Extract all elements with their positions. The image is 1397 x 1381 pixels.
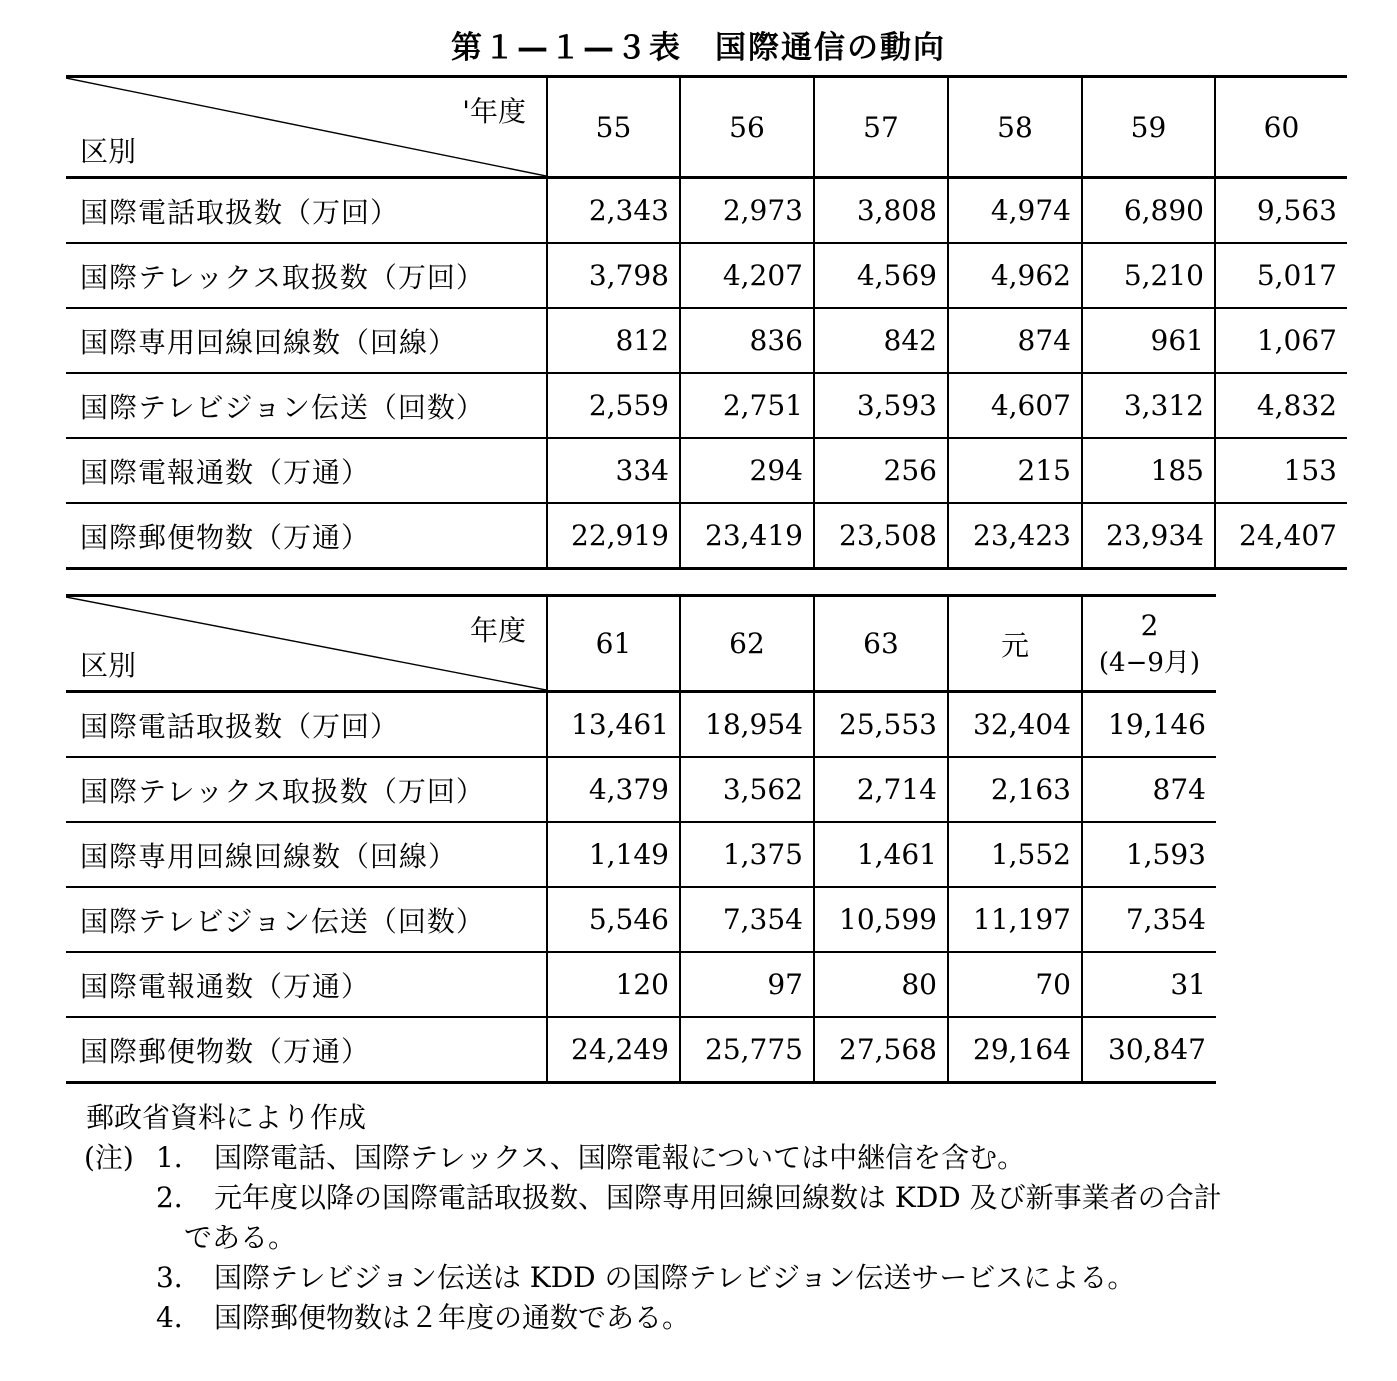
value-cell: 2,973 <box>680 178 814 244</box>
value-cell: 25,553 <box>814 692 948 758</box>
value-cell: 4,379 <box>547 757 680 822</box>
value-cell: 11,197 <box>948 887 1082 952</box>
value-cell: 1,067 <box>1215 308 1347 373</box>
note-text: 国際テレビジョン伝送は KDD の国際テレビジョン伝送サービスによる。 <box>214 1261 1136 1294</box>
table-row <box>66 692 1216 758</box>
value-cell: 10,599 <box>814 887 948 952</box>
row-label: 国際郵便物数（万通） <box>66 1017 547 1083</box>
value-cell: 2,343 <box>547 178 680 244</box>
year-header: 60 <box>1215 77 1347 178</box>
row-label: 国際テレビジョン伝送（回数） <box>66 887 547 952</box>
value-cell: 2,714 <box>814 757 948 822</box>
row-label: 国際郵便物数（万通） <box>66 503 547 569</box>
table-row <box>66 438 1347 503</box>
value-cell: 13,461 <box>547 692 680 758</box>
value-cell: 3,808 <box>814 178 948 244</box>
row-label: 国際電報通数（万通） <box>66 952 547 1017</box>
header-row <box>66 77 1347 178</box>
value-cell: 9,563 <box>1215 178 1347 244</box>
value-cell: 7,354 <box>1082 887 1216 952</box>
value-cell: 842 <box>814 308 948 373</box>
value-cell: 23,934 <box>1082 503 1215 569</box>
value-cell: 23,419 <box>680 503 814 569</box>
value-cell: 2,559 <box>547 373 680 438</box>
note-text: 国際電話、国際テレックス、国際電報については中継信を含む。 <box>214 1141 1026 1174</box>
value-cell: 2,751 <box>680 373 814 438</box>
note-number: 2． <box>156 1181 202 1214</box>
corner-year-label: 年度 <box>469 614 526 647</box>
note-number: 4． <box>156 1301 202 1334</box>
year-header: 55 <box>547 77 680 178</box>
value-cell: 4,974 <box>948 178 1082 244</box>
table-row <box>66 373 1347 438</box>
row-label: 国際電報通数（万通） <box>66 438 547 503</box>
value-cell: 6,890 <box>1082 178 1215 244</box>
stats-table-2 <box>66 594 1216 1084</box>
value-cell: 4,832 <box>1215 373 1347 438</box>
value-cell: 32,404 <box>948 692 1082 758</box>
corner-header-cell <box>66 77 547 178</box>
note-number: 3． <box>156 1261 202 1294</box>
row-label: 国際テレックス取扱数（万回） <box>66 757 547 822</box>
row-label: 国際電話取扱数（万回） <box>66 692 547 758</box>
year-header: 57 <box>814 77 948 178</box>
table-row <box>66 1017 1216 1083</box>
value-cell: 1,149 <box>547 822 680 887</box>
year-header: 63 <box>814 596 948 692</box>
note-continuation: である。 <box>184 1221 297 1254</box>
value-cell: 31 <box>1082 952 1216 1017</box>
value-cell: 3,798 <box>547 243 680 308</box>
value-cell: 4,207 <box>680 243 814 308</box>
year-header: 58 <box>948 77 1082 178</box>
value-cell: 24,249 <box>547 1017 680 1083</box>
value-cell: 185 <box>1082 438 1215 503</box>
value-cell: 3,593 <box>814 373 948 438</box>
value-cell: 23,508 <box>814 503 948 569</box>
stats-table-1 <box>66 75 1347 570</box>
row-label: 国際テレビジョン伝送（回数） <box>66 373 547 438</box>
value-cell: 1,593 <box>1082 822 1216 887</box>
year-header: 61 <box>547 596 680 692</box>
value-cell: 5,210 <box>1082 243 1215 308</box>
table-row <box>66 952 1216 1017</box>
note-text: 元年度以降の国際電話取扱数、国際専用回線回線数は KDD 及び新事業者の合計 <box>214 1181 1222 1214</box>
value-cell: 1,461 <box>814 822 948 887</box>
value-cell: 812 <box>547 308 680 373</box>
notes-section <box>84 1098 1374 1338</box>
page-title: 第１—１—３表 国際通信の動向 <box>451 30 946 66</box>
value-cell: 334 <box>547 438 680 503</box>
value-cell: 2,163 <box>948 757 1082 822</box>
value-cell: 97 <box>680 952 814 1017</box>
value-cell: 4,569 <box>814 243 948 308</box>
note-number: 1． <box>156 1141 202 1174</box>
value-cell: 294 <box>680 438 814 503</box>
value-cell: 215 <box>948 438 1082 503</box>
row-label: 国際電話取扱数（万回） <box>66 178 547 244</box>
row-label: 国際専用回線回線数（回線） <box>66 308 547 373</box>
value-cell: 1,375 <box>680 822 814 887</box>
note-item <box>84 1258 1374 1298</box>
corner-header-cell <box>66 596 547 692</box>
value-cell: 7,354 <box>680 887 814 952</box>
table-row <box>66 308 1347 373</box>
value-cell: 961 <box>1082 308 1215 373</box>
value-cell: 22,919 <box>547 503 680 569</box>
year-header: 56 <box>680 77 814 178</box>
value-cell: 18,954 <box>680 692 814 758</box>
value-cell: 25,775 <box>680 1017 814 1083</box>
year-header: 元 <box>948 596 1082 692</box>
row-label: 国際専用回線回線数（回線） <box>66 822 547 887</box>
corner-year-label: '年度 <box>462 95 526 128</box>
table-row <box>66 178 1347 244</box>
value-cell: 70 <box>948 952 1082 1017</box>
value-cell: 30,847 <box>1082 1017 1216 1083</box>
value-cell: 3,312 <box>1082 373 1215 438</box>
value-cell: 1,552 <box>948 822 1082 887</box>
value-cell: 29,164 <box>948 1017 1082 1083</box>
value-cell: 874 <box>1082 757 1216 822</box>
value-cell: 19,146 <box>1082 692 1216 758</box>
value-cell: 256 <box>814 438 948 503</box>
value-cell: 3,562 <box>680 757 814 822</box>
source-note: 郵政省資料により作成 <box>86 1101 367 1134</box>
value-cell: 836 <box>680 308 814 373</box>
table-row <box>66 757 1216 822</box>
year-period-label: (4−9月) <box>1098 647 1201 678</box>
value-cell: 5,546 <box>547 887 680 952</box>
value-cell: 5,017 <box>1215 243 1347 308</box>
row-label: 国際テレックス取扱数（万回） <box>66 243 547 308</box>
value-cell: 4,962 <box>948 243 1082 308</box>
table-row <box>66 887 1216 952</box>
value-cell: 4,607 <box>948 373 1082 438</box>
table-row <box>66 243 1347 308</box>
note-item <box>84 1298 1374 1338</box>
year-label: 2 <box>1140 608 1159 642</box>
value-cell: 80 <box>814 952 948 1017</box>
value-cell: 23,423 <box>948 503 1082 569</box>
note-prefix: (注) <box>84 1141 134 1174</box>
value-cell: 24,407 <box>1215 503 1347 569</box>
note-text: 国際郵便物数は２年度の通数である。 <box>214 1301 691 1334</box>
table-row <box>66 822 1216 887</box>
year-header: 62 <box>680 596 814 692</box>
year-header: 59 <box>1082 77 1215 178</box>
value-cell: 874 <box>948 308 1082 373</box>
value-cell: 120 <box>547 952 680 1017</box>
corner-category-label: 区別 <box>80 135 137 168</box>
value-cell: 153 <box>1215 438 1347 503</box>
note-item <box>84 1138 1374 1178</box>
header-row <box>66 596 1216 692</box>
table-row <box>66 503 1347 569</box>
corner-category-label: 区別 <box>80 649 137 682</box>
note-item <box>84 1178 1374 1218</box>
year-header-partial <box>1082 596 1216 692</box>
value-cell: 27,568 <box>814 1017 948 1083</box>
